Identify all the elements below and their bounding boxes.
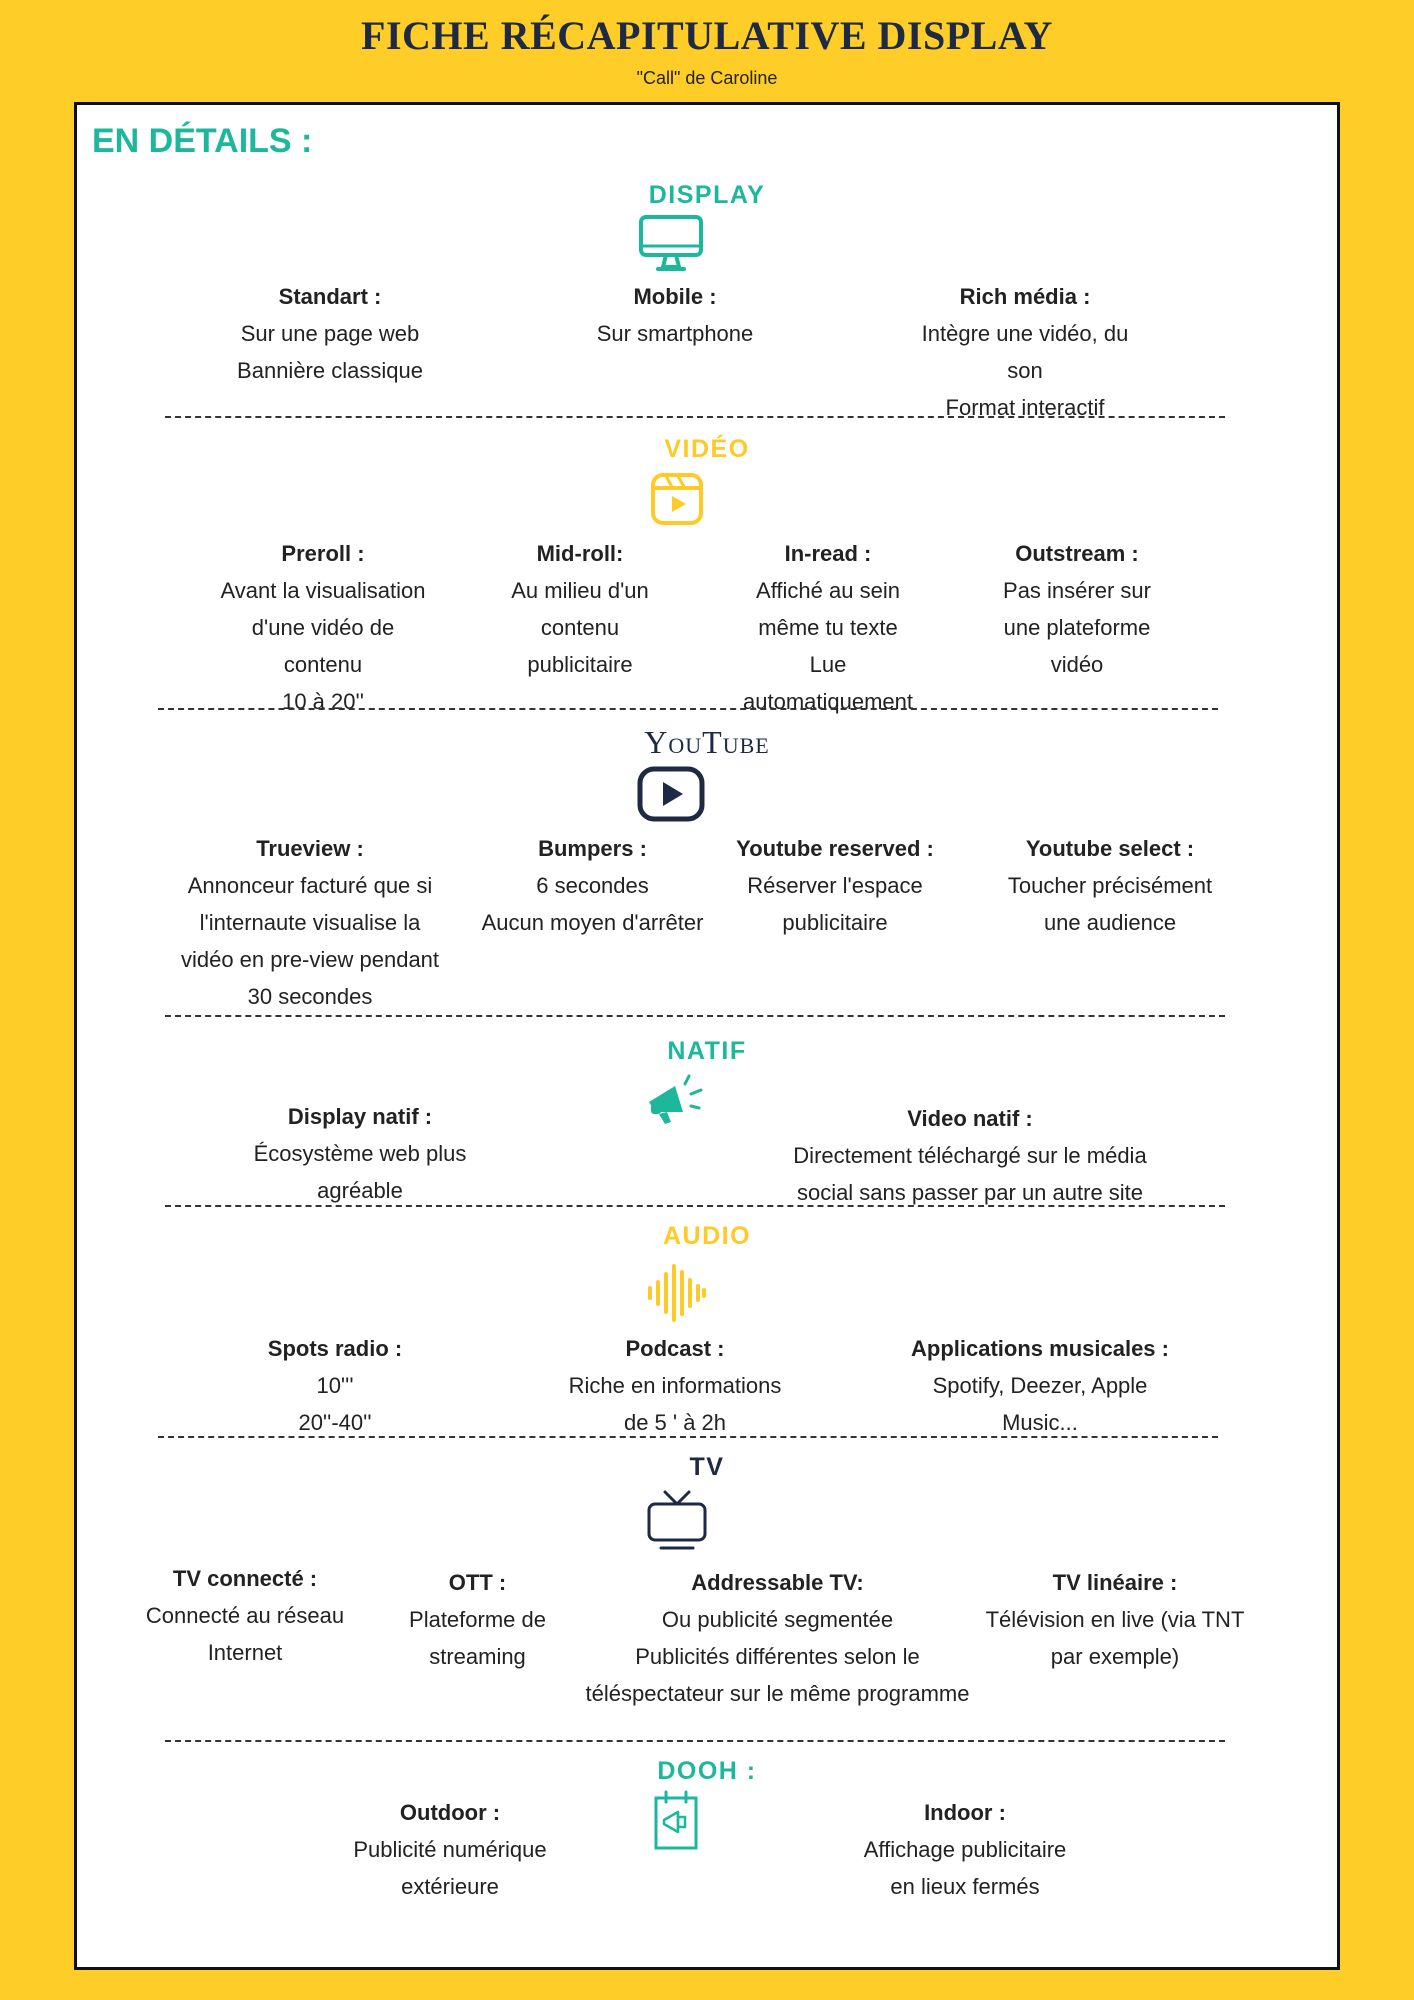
tv-title: TV: [689, 1453, 725, 1481]
item-label: Display natif :: [287, 1104, 433, 1129]
item-text: Sur une page web Bannière classique: [237, 321, 423, 383]
divider: [165, 1015, 1225, 1017]
natif-item-display: [225, 1098, 495, 1209]
item-text: Publicité numérique extérieure: [353, 1837, 547, 1899]
divider: [165, 1205, 1225, 1207]
sound-wave-icon: [646, 1262, 708, 1324]
item-label: Podcast :: [625, 1336, 725, 1361]
item-label: In-read :: [784, 541, 872, 566]
item-label: Indoor :: [924, 1800, 1006, 1825]
audio-item-spots-radio: [205, 1330, 465, 1441]
natif-item-video: [760, 1100, 1180, 1211]
tv-item-addressable: [565, 1564, 990, 1712]
youtube-item-bumpers: [465, 830, 720, 941]
item-text: Annonceur facturé que si l'internaute visualise la vidéo en pre-view pendant 30 secondes: [180, 873, 440, 1009]
item-label: Spots radio :: [267, 1336, 403, 1361]
item-text: Intègre une vidéo, du son Format interactif: [921, 321, 1129, 420]
video-item-mid-roll: [470, 535, 690, 683]
item-text: Pas insérer sur une plateforme vidéo: [1003, 578, 1151, 677]
item-label: Trueview :: [256, 836, 364, 861]
youtube-item-reserved: [720, 830, 950, 941]
item-label: Mid-roll:: [536, 541, 624, 566]
item-label: Applications musicales :: [911, 1336, 1169, 1361]
audio-title: AUDIO: [662, 1222, 752, 1250]
item-label: Bumpers :: [538, 836, 647, 861]
dooh-item-indoor: [835, 1794, 1095, 1905]
divider: [158, 1436, 1218, 1438]
section-heading: EN DÉTAILS :: [92, 122, 313, 160]
video-title: VIDÉO: [664, 435, 750, 463]
item-text: Toucher précisément une audience: [1007, 873, 1213, 935]
monitor-icon: [638, 214, 704, 272]
megaphone-icon: [645, 1072, 705, 1130]
display-title: DISPLAY: [648, 181, 766, 209]
dooh-title: DOOH :: [657, 1757, 757, 1785]
dooh-item-outdoor: [320, 1794, 580, 1905]
item-text: Affiché au sein même tu texte Lue automatiquement: [743, 578, 913, 714]
divider: [158, 708, 1218, 710]
item-text: 6 secondes Aucun moyen d'arrêter: [481, 873, 704, 935]
youtube-item-select: [980, 830, 1240, 941]
item-text: Ou publicité segmentée Publicités différentes selon le téléspectateur sur le même programme: [585, 1607, 970, 1706]
tv-item-ott: [380, 1564, 575, 1675]
item-text: Spotify, Deezer, Apple Music...: [932, 1373, 1148, 1435]
item-label: TV linéaire :: [1052, 1570, 1178, 1595]
item-text: Connecté au réseau Internet: [145, 1603, 345, 1665]
item-text: Directement téléchargé sur le média social sans passer par un autre site: [793, 1143, 1147, 1205]
display-item-rich-media: [890, 278, 1160, 426]
video-item-preroll: [203, 535, 443, 720]
display-item-mobile: [545, 278, 805, 352]
item-text: Plateforme de streaming: [409, 1607, 546, 1669]
divider: [165, 416, 1225, 418]
item-text: Réserver l'espace publicitaire: [747, 873, 923, 935]
item-label: TV connecté :: [172, 1566, 318, 1591]
item-label: Mobile :: [633, 284, 717, 309]
video-item-in-read: [718, 535, 938, 720]
item-text: Au milieu d'un contenu publicitaire: [511, 578, 649, 677]
divider: [165, 1740, 1225, 1742]
item-label: Standart :: [278, 284, 382, 309]
video-reel-icon: [650, 472, 704, 526]
item-text: Sur smartphone: [596, 321, 754, 346]
item-label: Video natif :: [907, 1106, 1033, 1131]
item-text: Riche en informations de 5 ' à 2h: [568, 1373, 782, 1435]
natif-title: NATIF: [667, 1037, 747, 1065]
tv-icon: [645, 1488, 709, 1552]
page-title: FICHE RÉCAPITULATIVE DISPLAY: [361, 13, 1053, 58]
youtube-title: YouTube: [644, 724, 770, 760]
item-label: Outstream :: [1015, 541, 1139, 566]
tv-item-lineaire: [970, 1564, 1260, 1675]
item-text: 10''' 20''-40'': [298, 1373, 372, 1435]
display-item-standart: [200, 278, 460, 389]
billboard-icon: [652, 1790, 700, 1852]
item-text: Écosystème web plus agréable: [253, 1141, 467, 1203]
item-label: Youtube select :: [1025, 836, 1195, 861]
item-text: Télévision en live (via TNT par exemple): [985, 1607, 1245, 1669]
video-item-outstream: [967, 535, 1187, 683]
audio-item-podcast: [540, 1330, 810, 1441]
audio-item-applications: [900, 1330, 1180, 1441]
item-label: Outdoor :: [399, 1800, 501, 1825]
item-label: Preroll :: [281, 541, 365, 566]
youtube-play-icon: [637, 766, 705, 822]
page-subtitle: "Call" de Caroline: [636, 68, 778, 88]
item-label: OTT :: [448, 1570, 507, 1595]
item-text: Affichage publicitaire en lieux fermés: [863, 1837, 1067, 1899]
item-label: Rich média :: [959, 284, 1091, 309]
item-label: Addressable TV:: [691, 1570, 864, 1595]
item-label: Youtube reserved :: [736, 836, 934, 861]
tv-item-connecte: [130, 1560, 360, 1671]
youtube-item-trueview: [165, 830, 455, 1015]
item-text: Avant la visualisation d'une vidéo de contenu 10 à 20'': [220, 578, 426, 714]
